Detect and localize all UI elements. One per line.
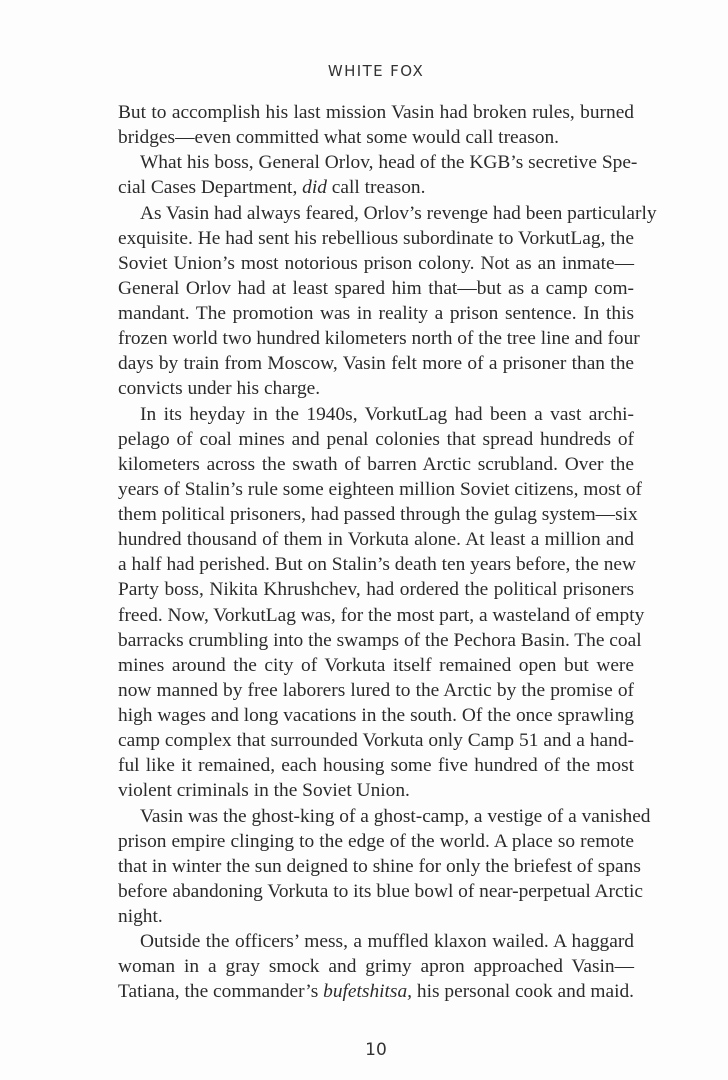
text-line: a half had perished. But on Stalin’s death ten years before, the new bbox=[118, 554, 636, 576]
text-line: Outside the officers’ mess, a muffled klaxon wailed. A haggard bbox=[140, 931, 634, 953]
text-line bbox=[118, 175, 634, 200]
text-line: them political prisoners, had passed through the gulag system—six bbox=[118, 504, 638, 525]
text-line: mines around the city of Vorkuta itself remained open but were bbox=[118, 654, 634, 676]
text-line: But to accomplish his last mission Vasin had broken rules, burned bbox=[118, 102, 634, 123]
paragraph bbox=[118, 201, 657, 402]
text-line: camp complex that surrounded Vorkuta only Camp 51 and a hand- bbox=[118, 730, 634, 752]
text-line: years of Stalin’s rule some eighteen million Soviet citizens, most of bbox=[118, 478, 642, 500]
italic-term: did bbox=[302, 177, 327, 199]
text-segment: call treason. bbox=[326, 177, 426, 199]
text-line: mandant. The promotion was in reality a prison sentence. In this bbox=[118, 303, 634, 324]
text-line: that in winter the sun deigned to shine for only the briefest of spans bbox=[118, 855, 641, 877]
text-line: violent criminals in the Soviet Union. bbox=[118, 780, 410, 802]
text-line: prison empire clinging to the edge of the world. A place so remote bbox=[118, 830, 634, 852]
text-line: What his boss, General Orlov, head of the KGB’s secretive Spe- bbox=[140, 152, 638, 174]
paragraph bbox=[118, 150, 638, 200]
text-line: pelago of coal mines and penal colonies that spread hundreds of bbox=[118, 428, 634, 450]
paragraph bbox=[118, 402, 645, 804]
running-head-title: WHITE FOX bbox=[327, 62, 425, 80]
text-line: In its heyday in the 1940s, VorkutLag had been a vast archi- bbox=[140, 403, 634, 425]
text-line: hundred thousand of them in Vorkuta alone. At least a million and bbox=[118, 529, 634, 551]
text-segment: cial Cases Department, bbox=[118, 177, 303, 199]
text-segment: his personal cook and maid. bbox=[412, 981, 634, 1003]
text-line: barracks crumbling into the swamps of the Pechora Basin. The coal bbox=[118, 629, 642, 651]
italic-term: bufetshitsa, bbox=[323, 981, 413, 1003]
text-line bbox=[118, 979, 634, 1004]
text-line: ful like it remained, each housing some five hundred of the most bbox=[118, 755, 634, 777]
body-text bbox=[118, 100, 657, 1005]
text-line: General Orlov had at least spared him that—but as a camp com- bbox=[118, 277, 634, 299]
text-line: night. bbox=[118, 906, 163, 927]
text-line: woman in a gray smock and grimy apron approached Vasin— bbox=[118, 956, 634, 978]
text-line: Soviet Union’s most notorious prison colony. Not as an inmate— bbox=[118, 252, 634, 274]
text-line: bridges—even committed what some would call treason. bbox=[118, 127, 560, 149]
text-line: freed. Now, VorkutLag was, for the most part, a wasteland of empty bbox=[118, 604, 645, 626]
text-segment: Tatiana, the commander’s bbox=[118, 981, 324, 1003]
paragraph bbox=[118, 929, 634, 1004]
text-line: convicts under his charge. bbox=[118, 378, 321, 400]
text-line: days by train from Moscow, Vasin felt more of a prisoner than the bbox=[118, 353, 634, 375]
paragraph bbox=[118, 100, 634, 150]
text-line: Party boss, Nikita Khrushchev, had ordered the political prisoners bbox=[118, 579, 634, 601]
page-number: 10 bbox=[365, 1040, 387, 1060]
text-line: exquisite. He had sent his rebellious subordinate to VorkutLag, the bbox=[118, 227, 634, 249]
text-line: frozen world two hundred kilometers north of the tree line and four bbox=[118, 328, 640, 350]
text-line: kilometers across the swath of barren Arctic scrubland. Over the bbox=[118, 453, 634, 475]
text-line: high wages and long vacations in the south. Of the once sprawling bbox=[118, 705, 634, 726]
paragraph bbox=[118, 804, 651, 930]
text-line: Vasin was the ghost-king of a ghost-camp, a vestige of a vanished bbox=[140, 805, 651, 827]
text-line: before abandoning Vorkuta to its blue bowl of near-perpetual Arctic bbox=[118, 880, 643, 902]
text-line: As Vasin had always feared, Orlov’s revenge had been particularly bbox=[140, 202, 657, 224]
text-line: now manned by free laborers lured to the Arctic by the promise of bbox=[118, 679, 634, 701]
